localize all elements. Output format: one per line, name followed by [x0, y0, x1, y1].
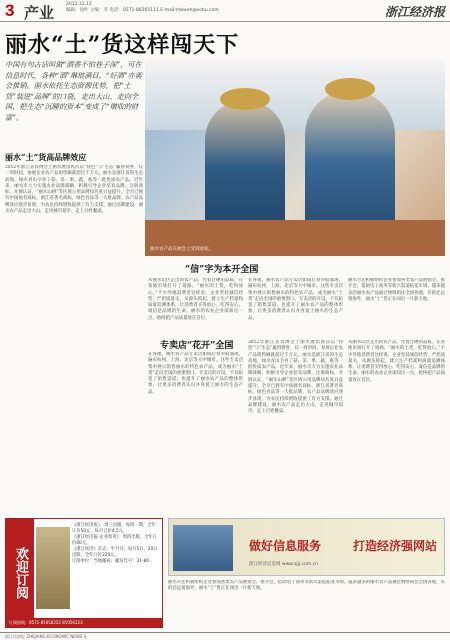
- column-6: 2012年浙江省农博会上丽水展馆再次以“特色”与“生态”赢得赞誉，仅一周时间，参展企业农产品销售额就超过千万元。丽水是浙江省的生态高地，绿水青山孕育了菇、茶、果、蔬、畜等一批优质农产品。近年来，丽水市大力实施农业品牌战略，积极引导企业培育品牌，注册商标、开展认证，“丽水山耕”等区域公用品牌知名度日益提升。全市已拥有中国驰名商标、浙江省著名商标、绿色食品等一大批品牌，农产品品牌效应逐步显现，为农民持续增收提供了有力支撑。通过品牌建设，丽水农产品走出大山，走进城市超市、走上百姓餐桌。: [248, 340, 343, 415]
- column-2: 从丽水山区走出的农产品，凭着过硬的品质，在各地市场打开了销路。“丽水的土货，吃得放心。”不少外地消费者这样说。企业坚持诚信经营，严把质量关，从源头抓起，建立生产档案和质量追溯体系，让消费者买得放心、吃得安心。诚信是品牌的生命，丽水的农业企业深知这一点，始终把产品质量放在首位。: [148, 278, 243, 321]
- column-7: 从丽水山区走出的农产品，凭着过硬的品质，在各地市场打开了销路。“丽水的土货，吃得放心。”不少外地消费者这样说。企业坚持诚信经营，严把质量关，从源头抓起，建立生产档案和质量追溯体系，让消费者买得放心、吃得安心。诚信是品牌的生命，丽水的农业企业深知这一点，始终把产品质量放在首位。: [348, 340, 445, 383]
- subhead-trust: “信”字为本开全国: [185, 265, 259, 275]
- photo-hat-right: [325, 78, 375, 100]
- column-3: 在各地，丽水农产品专卖店如雨后春笋般涌现，遍布杭州、上海、北京等大中城市。这些专卖店集中展示销售丽水的特色农产品，成为丽水“土货”走向全国的重要窗口。专卖店的开设，不仅拓宽了销售渠道，也提升了丽水农产品的整体形象，让更多消费者认识并喜爱上丽水的生态产品。: [248, 278, 343, 321]
- page-header: [0, 0, 450, 22]
- banner-right-slogan: 打造经济强网站: [353, 539, 438, 553]
- photo-hat-left: [220, 88, 270, 110]
- ad-footer: 订阅热线：0571-85056222 85056223: [6, 618, 162, 627]
- photo-caption: 丽水农产品在展会上受到欢迎。: [150, 247, 213, 252]
- banner-url: 浙江经济信息网 www.zjjj.com.cn: [249, 562, 318, 567]
- column-1: 2012年浙江省农博会上丽水展馆再次以“特色”与“生态”赢得赞誉，仅一周时间，参展企业农产品销售额就超过千万元。丽水是浙江省的生态高地，绿水青山孕育了菇、茶、果、蔬、畜等一批优质农产品。近年来，丽水市大力实施农业品牌战略，积极引导企业培育品牌，注册商标、开展认证，“丽水山耕”等区域公用品牌知名度日益提升。全市已拥有中国驰名商标、浙江省著名商标、绿色食品等一大批品牌，农产品品牌效应逐步显现，为农民持续增收提供了有力支撑。通过品牌建设，丽水农产品走出大山，走进城市超市、走上百姓餐桌。: [5, 165, 143, 215]
- ad-line: 《浙江经济报》：周三出版，每周一期，全年订价50元，每月订价4.5元。: [72, 523, 156, 534]
- main-headline: 丽水“土”货这样闯天下: [5, 32, 240, 58]
- ad-image: [36, 527, 70, 609]
- column-4: 丽水市还积极组织企业参加各类农产品展销会、推介会，借助电子商务等新兴渠道拓宽市场。越来越多的丽水农产品通过网络销往全国各地，有的还远销海外，丽水“土”货正在闯出一片新天地。: [348, 278, 445, 302]
- header-meta: [66, 2, 266, 14]
- ad-vertical-title: 欢迎订阅: [6, 519, 34, 627]
- issue-date: 2012.12.12: [66, 2, 92, 7]
- section-title: 产业: [24, 4, 55, 22]
- main-photo: [145, 60, 445, 256]
- ad-text: [72, 523, 160, 565]
- photo-tent: [145, 60, 445, 130]
- ad-line: 《浙江经济报·企业周刊》：周四出版，全年订价40元。: [72, 535, 158, 546]
- ad-line: 订阅单位：当地邮局；邮发代号：31-80: [72, 559, 149, 564]
- subhead-stores: 专卖店“花开”全国: [160, 341, 234, 351]
- banner-image: [173, 525, 233, 571]
- column-8: 丽水市还积极组织企业参加各类农产品展销会、推介会，借助电子商务等新兴渠道拓宽市场。越来越多的丽水农产品通过网络销往全国各地，有的还远销海外，丽水“土”货正在闯出一片新天地。: [168, 580, 445, 592]
- column-5: 在各地，丽水农产品专卖店如雨后春笋般涌现，遍布杭州、上海、北京等大中城市。这些专卖店集中展示销售丽水的特色农产品，成为丽水“土货”走向全国的重要窗口。专卖店的开设，不仅拓宽了销售渠道，也提升了丽水农产品的整体形象，让更多消费者认识并喜爱上丽水的生态产品。: [148, 352, 243, 395]
- page-footer: 浙江经济报 ZHEJIANG ECONOMIC NEWS 3: [0, 632, 450, 640]
- banner-left-slogan: 做好信息服务: [249, 539, 322, 553]
- masthead: 浙江经济报: [384, 5, 445, 19]
- editor-line: 编辑：徐叶 主编：李 电话：0571-86565111 E-mail:mbweh@sohu.com: [66, 8, 219, 13]
- ad-line: 《浙江经济》杂志：半月刊，每月5日、20日出版，全年订价220元。: [72, 547, 158, 558]
- subscription-ad: [5, 518, 163, 628]
- website-banner[interactable]: [168, 518, 445, 576]
- page-number: 3: [5, 1, 15, 20]
- lead-paragraph: 中国有句古话叫做“酒香不怕巷子深”，可在信息时代，各种“酒”琳琅满目，“好酒”亦需会推销。丽水依托生态资源优势，把“土货”装进“品牌”的口袋，走出大山、走向全国，把生态“沉睡的资本”变成了“增收的财富”。: [5, 60, 142, 122]
- subhead-brand: 丽水“土”货高品牌效应: [5, 152, 87, 162]
